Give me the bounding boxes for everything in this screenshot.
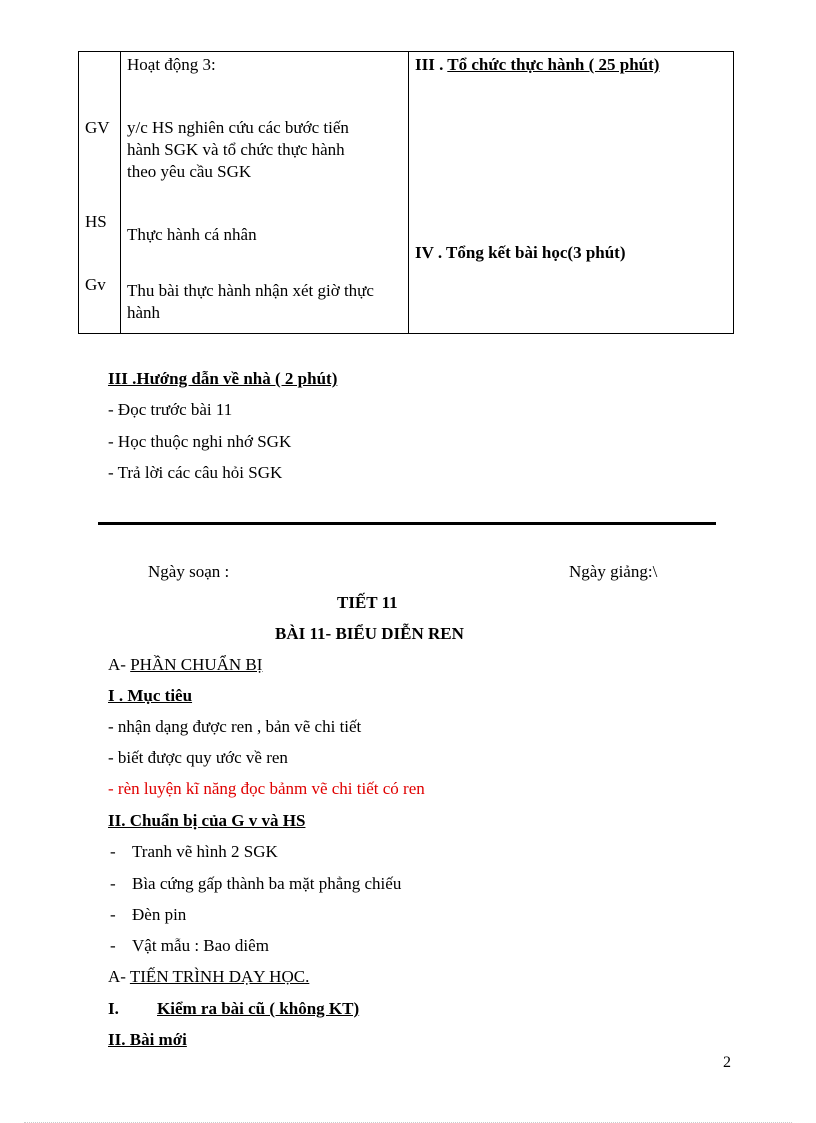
hs-task: Thực hành cá nhân [127, 225, 257, 244]
homework-item: - Đọc trước bài 11 [108, 400, 233, 419]
gv-task-line: y/c HS nghiên cứu các bước tiến [127, 118, 349, 137]
objective-item-highlighted: - rèn luyện kĩ năng đọc bảnm vẽ chi tiết có ren [108, 779, 425, 798]
objective-item: - nhận dạng được ren , bản vẽ chi tiết [108, 717, 362, 736]
gv-closing-line: Thu bài thực hành nhận xét giờ thực [127, 281, 374, 300]
list-dash: - [110, 874, 116, 893]
new-lesson-heading: II. Bài mới [108, 1030, 187, 1049]
gv-task-line: theo yêu cầu SGK [127, 162, 252, 181]
objectives-heading: I . Mục tiêu [108, 686, 193, 705]
lesson-title: BÀI 11- BIỂU DIỄN REN [275, 624, 464, 643]
role-gv-2: Gv [85, 275, 106, 294]
role-column [79, 52, 121, 334]
page-number: 2 [723, 1054, 731, 1071]
prep-item: Đèn pin [132, 905, 187, 924]
prep-item: Vật mẫu : Bao diêm [132, 936, 269, 955]
list-dash: - [110, 936, 116, 955]
homework-item: - Học thuộc nghi nhớ SGK [108, 432, 292, 451]
list-dash: - [110, 905, 116, 924]
homework-item: - Trả lời các câu hỏi SGK [108, 463, 283, 482]
activity-title: Hoạt động 3: [127, 55, 216, 74]
part-a-heading: A- PHẦN CHUẨN BỊ [108, 655, 263, 674]
role-hs: HS [85, 212, 107, 231]
list-dash: - [110, 842, 116, 861]
preparation-heading: II. Chuẩn bị của G v và HS [108, 811, 306, 830]
role-gv: GV [85, 118, 110, 137]
old-lesson-number: I. [108, 999, 119, 1018]
content-column [409, 52, 734, 334]
part-b-heading: A- TIẾN TRÌNH DẠY HỌC. [108, 967, 310, 986]
homework-heading: III .Hướng dẫn về nhà ( 2 phút) [108, 369, 338, 388]
section-divider [98, 522, 716, 525]
date-taught: Ngày giảng:\ [569, 562, 658, 581]
objective-item: - biết được quy ước về ren [108, 748, 288, 767]
activity-column [121, 52, 409, 334]
old-lesson-check: Kiểm ra bài cũ ( không KT) [157, 999, 360, 1018]
prep-item: Bìa cứng gấp thành ba mặt phẳng chiếu [132, 874, 402, 893]
activity-table [78, 51, 734, 334]
section-4-heading: IV . Tổng kết bài học(3 phút) [415, 243, 626, 262]
section-3-heading: III . Tổ chức thực hành ( 25 phút) [415, 55, 660, 74]
gv-task-line: hành SGK và tổ chức thực hành [127, 140, 345, 159]
date-prepared: Ngày soạn : [148, 562, 230, 581]
prep-item: Tranh vẽ hình 2 SGK [132, 842, 278, 861]
gv-closing-line: hành [127, 303, 161, 322]
period-title: TIẾT 11 [337, 593, 398, 612]
